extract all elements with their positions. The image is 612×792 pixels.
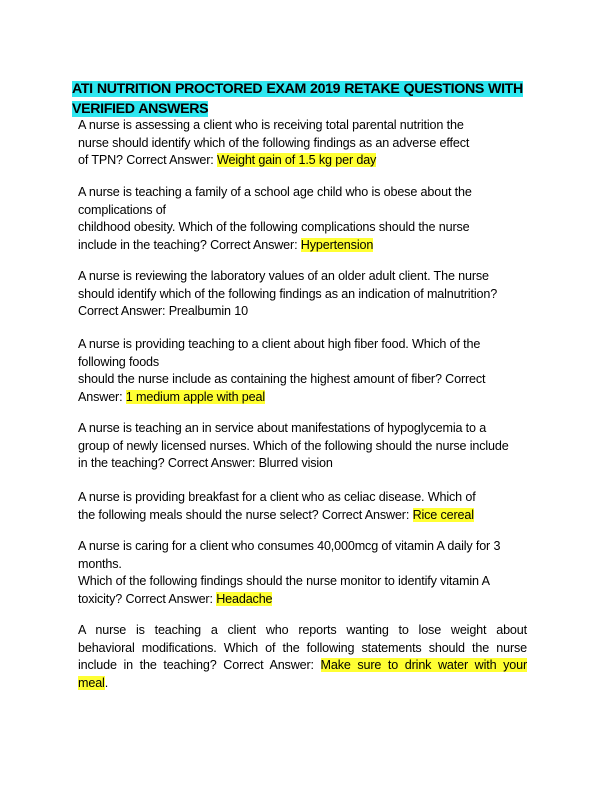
- question-text-line: include in the teaching? Correct Answer:: [78, 237, 301, 252]
- question-text-line: should identify which of the following findings as an indication of malnutrition?: [78, 286, 498, 301]
- question-text-line: of TPN? Correct Answer:: [78, 153, 217, 168]
- question-text-line: complications of: [78, 202, 166, 217]
- question-text-line: Which of the following findings should the nurse monitor to identify vitamin A: [78, 574, 490, 589]
- answer-highlight: Headache: [216, 591, 273, 606]
- question-text-line: following foods: [78, 354, 160, 369]
- question-block: [78, 489, 476, 524]
- question-text-line: A nurse is providing teaching to a client about high fiber food. Which of the: [78, 337, 481, 351]
- question-text-line: include in the teaching? Correct Answer:: [78, 658, 321, 673]
- question-text-line: A nurse is teaching a family of a school age child who is obese about the: [78, 185, 472, 199]
- question-block: [78, 184, 472, 254]
- question-block: [78, 268, 497, 321]
- question-text-line: A nurse is assessing a client who is receiving total parental nutrition the: [78, 118, 464, 132]
- answer-trailing-period: .: [104, 675, 109, 690]
- title-line-1: ATI NUTRITION PROCTORED EXAM 2019 RETAKE QUESTIONS WITH: [72, 81, 523, 97]
- question-block: [78, 622, 527, 692]
- question-text-line: group of newly licensed nurses. Which of the following should the nurse include: [78, 438, 509, 453]
- answer-highlight: meal: [78, 675, 105, 690]
- question-block: [78, 420, 509, 473]
- question-text-line: Correct Answer:: [78, 304, 169, 319]
- question-text-line: should the nurse include as containing the highest amount of fiber? Correct: [78, 372, 486, 387]
- question-text-line: toxicity? Correct Answer:: [78, 591, 217, 606]
- answer-highlight: Make sure to drink water with your: [320, 658, 527, 673]
- document-title: [72, 79, 532, 119]
- answer-highlight: 1 medium apple with peal: [125, 389, 266, 404]
- question-text-line: months.: [78, 556, 122, 571]
- question-text-line: nurse should identify which of the following findings as an adverse effect: [78, 135, 470, 150]
- question-block: [78, 538, 500, 608]
- answer-highlight: Hypertension: [300, 237, 374, 252]
- question-text-line: childhood obesity. Which of the following complications should the nurse: [78, 220, 470, 235]
- question-text-line: A nurse is reviewing the laboratory values of an older adult client. The nurse: [78, 269, 489, 283]
- question-block: [78, 336, 485, 406]
- answer-text: Prealbumin 10: [168, 304, 248, 319]
- question-text-line: behavioral modifications. Which of the following statements should the nurse: [78, 640, 527, 655]
- question-text-line: A nurse is teaching an in service about manifestations of hypoglycemia to a: [78, 421, 487, 435]
- answer-highlight: Weight gain of 1.5 kg per day: [216, 153, 377, 168]
- question-text-line: Answer:: [78, 389, 126, 404]
- answer-text: Blurred vision: [258, 456, 333, 471]
- answer-highlight: Rice cereal: [412, 507, 474, 522]
- question-text-line: A nurse is teaching a client who reports wanting to lose weight about: [78, 623, 527, 637]
- question-text-line: A nurse is caring for a client who consumes 40,000mcg of vitamin A daily for 3: [78, 539, 501, 553]
- question-text-line: in the teaching? Correct Answer:: [78, 456, 259, 471]
- question-block: [78, 117, 469, 170]
- question-text-line: A nurse is providing breakfast for a client who as celiac disease. Which of: [78, 490, 476, 504]
- title-line-2: VERIFIED ANSWERS: [72, 101, 209, 117]
- question-text-line: the following meals should the nurse select? Correct Answer:: [78, 507, 413, 522]
